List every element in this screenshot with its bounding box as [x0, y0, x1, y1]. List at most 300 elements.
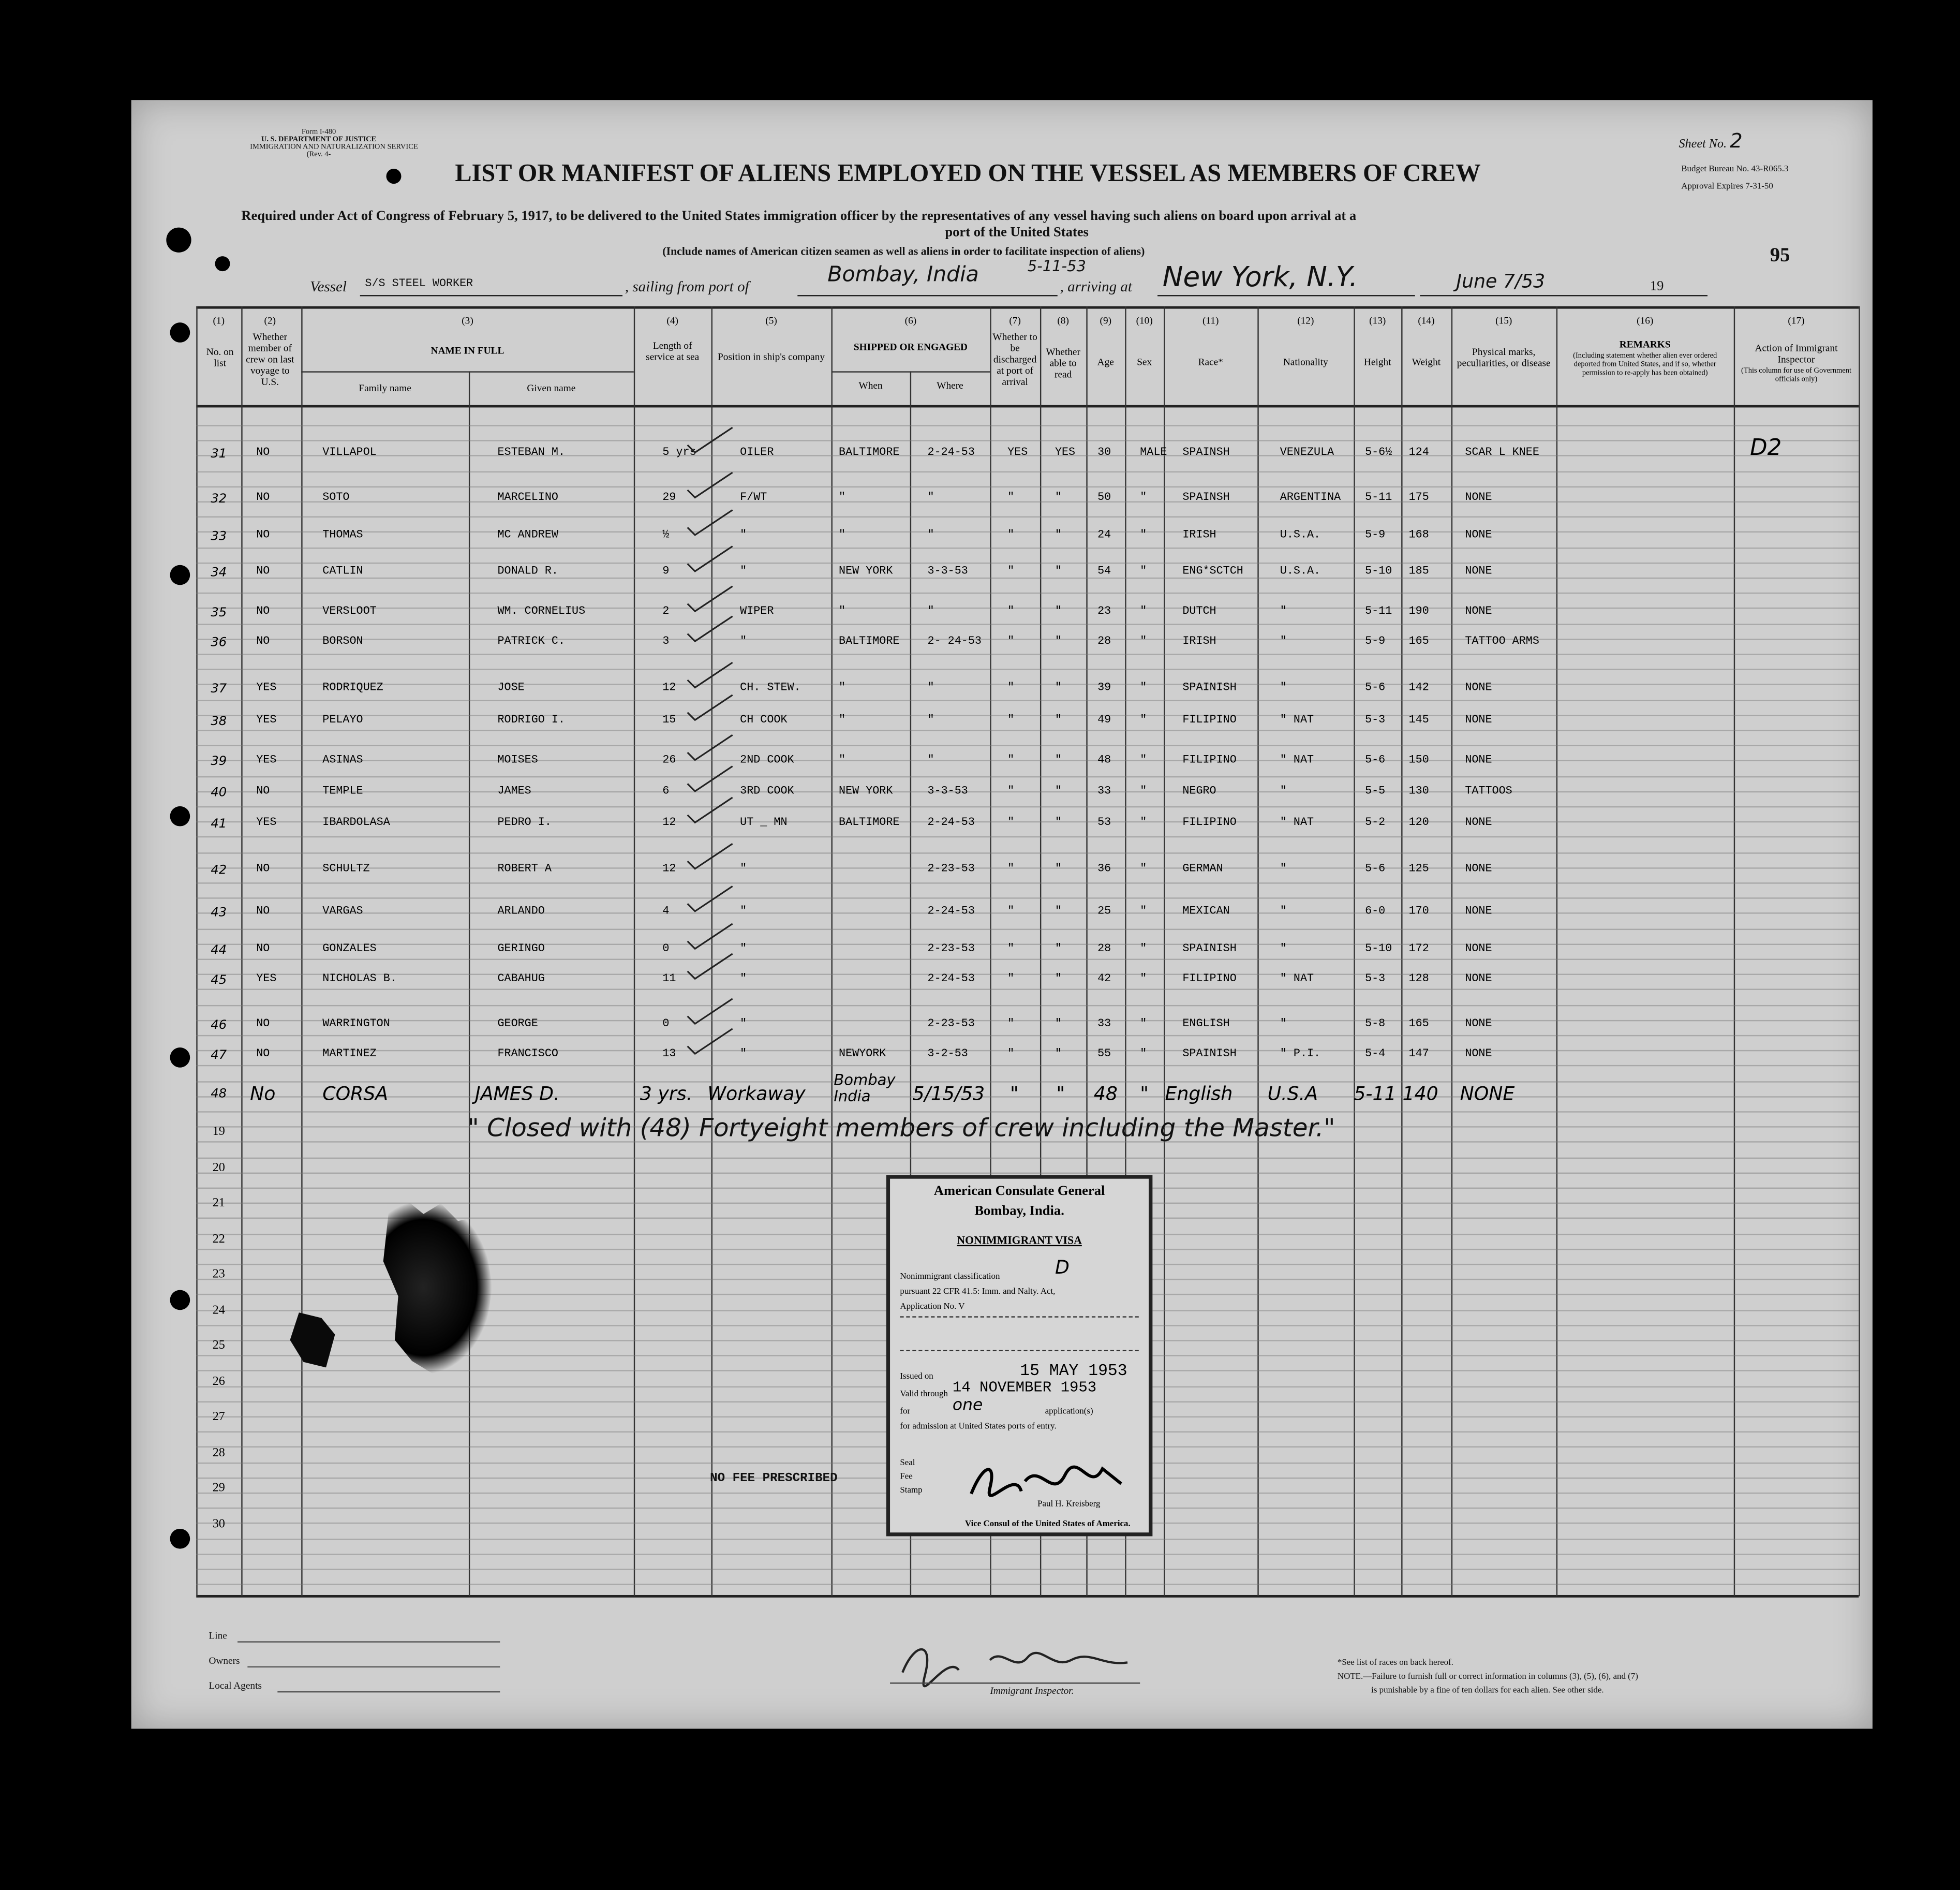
row-divider	[196, 1035, 1859, 1036]
cell-height: 5-6	[1365, 681, 1386, 694]
cell-given: JOSE	[497, 681, 525, 694]
cell-family: VILLAPOL	[322, 446, 377, 459]
cell-prev: NO	[256, 785, 270, 798]
cell-service: ½	[662, 528, 670, 541]
row-divider	[196, 563, 1859, 564]
cell-disch: YES	[1007, 446, 1028, 459]
cell-disch: "	[1007, 634, 1015, 648]
cell-family: PELAYO	[322, 714, 363, 727]
col-num: (6)	[904, 315, 917, 327]
row-number: 25	[212, 1338, 225, 1353]
col-num: (9)	[1100, 315, 1112, 327]
cell-date: "	[927, 714, 934, 727]
stamp-valid-date: 14 NOVEMBER 1953	[952, 1379, 1097, 1396]
row-divider	[196, 791, 1859, 792]
check-mark-icon	[685, 584, 735, 614]
cell-where-when: BALTIMORE	[839, 634, 900, 648]
cell-family: ASINAS	[322, 754, 363, 766]
cell-race: ENGLISH	[1182, 1017, 1230, 1030]
cell-sex: MALE	[1140, 446, 1167, 459]
cell-given: DONALD R.	[497, 565, 558, 578]
row-divider	[196, 760, 1859, 761]
cell-prev: YES	[256, 754, 277, 766]
stamp-consulate: American Consulate General	[933, 1184, 1105, 1199]
no-fee-prescribed: NO FEE PRESCRIBED	[710, 1472, 838, 1486]
check-mark-icon	[685, 614, 735, 644]
cell-age: 54	[1097, 565, 1111, 578]
cell-read: "	[1055, 1017, 1062, 1030]
cell-weight: 125	[1408, 862, 1429, 875]
check-mark-icon	[685, 996, 735, 1026]
cell-nat: " P.I.	[1280, 1047, 1321, 1060]
check-mark-icon	[685, 884, 735, 914]
footer-owners-label: Owners	[209, 1655, 240, 1666]
closing-note: " Closed with (48) Fortyeight members of crew including the Master."	[467, 1112, 1335, 1143]
check-mark-icon	[685, 795, 735, 825]
row-divider	[196, 776, 1859, 777]
cell-read: YES	[1055, 446, 1076, 459]
row-divider	[196, 974, 1859, 975]
check-mark-icon	[685, 692, 735, 722]
cell-date: 2- 24-53	[927, 634, 982, 648]
cell-sex: "	[1140, 862, 1147, 875]
page-title: LIST OR MANIFEST OF ALIENS EMPLOYED ON THE VESSEL AS MEMBERS OF CREW	[455, 160, 1481, 188]
cell-date: "	[927, 681, 934, 694]
cell-position: CH. STEW.	[740, 681, 801, 694]
cell-prev: YES	[256, 972, 277, 985]
cell-given: MARCELINO	[497, 491, 558, 504]
cell-read: "	[1055, 714, 1062, 727]
cell-age: 55	[1097, 1047, 1111, 1060]
cell-family: VERSLOOT	[322, 605, 377, 618]
sailing-port: Bombay, India	[827, 262, 979, 288]
cell-prev: NO	[256, 491, 270, 504]
cell-weight: 140	[1402, 1082, 1438, 1105]
row-number: 27	[212, 1410, 225, 1424]
check-mark-icon	[685, 425, 735, 455]
row-divider	[196, 821, 1859, 822]
cell-service: 3	[662, 634, 670, 648]
cell-position: "	[740, 565, 747, 578]
row-divider	[196, 1584, 1859, 1585]
cell-position: "	[740, 862, 747, 875]
row-divider	[196, 912, 1859, 913]
header-physical-marks: Physical marks, peculiarities, or disease	[1457, 346, 1551, 369]
visa-stamp	[886, 1175, 1153, 1536]
row-divider	[196, 1539, 1859, 1540]
header-position: Position in ship's company	[718, 351, 825, 363]
stamp-for-label: for	[900, 1406, 911, 1416]
header-weight: Weight	[1412, 356, 1441, 368]
cell-family: CATLIN	[322, 565, 363, 578]
cell-race: FILIPINO	[1182, 714, 1237, 727]
cell-age: 28	[1097, 942, 1111, 955]
row-divider	[196, 836, 1859, 837]
cell-service: 12	[662, 862, 676, 875]
cell-marks: NONE	[1465, 1017, 1492, 1030]
cell-marks: NONE	[1465, 565, 1492, 578]
cell-date: 3-3-53	[927, 785, 968, 798]
punch-hole	[170, 1290, 190, 1310]
check-mark-icon	[685, 764, 735, 794]
check-mark-icon	[685, 660, 735, 690]
stamp-signer: Paul H. Kreisberg	[1037, 1498, 1101, 1509]
row-divider	[196, 608, 1859, 609]
cell-read: "	[1055, 1047, 1062, 1060]
row-number: 48	[211, 1087, 227, 1101]
cell-service: 15	[662, 714, 676, 727]
cell-family: NICHOLAS B.	[322, 972, 397, 985]
cell-race: MEXICAN	[1182, 905, 1230, 918]
cell-age: 39	[1097, 681, 1111, 694]
row-number: 23	[212, 1267, 225, 1281]
cell-marks: SCAR L KNEE	[1465, 446, 1539, 459]
footer-agents-label: Local Agents	[209, 1680, 262, 1691]
sheet-number-label: Sheet No. 2	[1679, 128, 1743, 153]
punch-hole	[166, 228, 191, 253]
cell-disch: "	[1007, 754, 1015, 766]
cell-nat: "	[1280, 1017, 1287, 1030]
column-divider	[1164, 306, 1165, 1597]
cell-age: 25	[1097, 905, 1111, 918]
cell-read: "	[1055, 528, 1062, 541]
cell-prev: No	[250, 1082, 276, 1105]
cell-weight: 175	[1408, 491, 1429, 504]
subtitle-port: port of the United States	[945, 225, 1089, 240]
cell-sex: "	[1140, 905, 1147, 918]
cell-family: VARGAS	[322, 905, 363, 918]
cell-where-when: "	[839, 528, 846, 541]
cell-read: "	[1055, 754, 1062, 766]
cell-nat: U.S.A.	[1280, 528, 1321, 541]
cell-given: PEDRO I.	[497, 816, 552, 829]
sailing-date: 5-11-53	[1027, 257, 1086, 275]
cell-weight: 145	[1408, 714, 1429, 727]
cell-read: "	[1055, 785, 1062, 798]
row-divider	[196, 1050, 1859, 1051]
row-number: 21	[212, 1196, 225, 1210]
row-divider	[196, 897, 1859, 898]
cell-date: 5/15/53	[912, 1082, 985, 1105]
cell-given: MOISES	[497, 754, 538, 766]
row-divider	[196, 1096, 1859, 1097]
footer-note-fine: is punishable by a fine of ten dollars for each alien. See other side.	[1371, 1685, 1604, 1695]
row-divider	[196, 1554, 1859, 1555]
stamp-for-value: one	[952, 1396, 983, 1415]
cell-nat: ARGENTINA	[1280, 491, 1341, 504]
cell-date: "	[927, 528, 934, 541]
cell-disch: "	[1007, 785, 1015, 798]
vessel-label: Vessel	[310, 277, 347, 296]
cell-sex: "	[1140, 1082, 1149, 1105]
cell-date: 2-24-53	[927, 972, 975, 985]
cell-position: WIPER	[740, 605, 774, 618]
row-number: 19	[212, 1125, 225, 1139]
cell-marks: NONE	[1465, 528, 1492, 541]
row-number: 41	[211, 817, 227, 832]
stamp-visa-type: NONIMMIGRANT VISA	[957, 1233, 1082, 1247]
cell-where-when: NEW YORK	[839, 565, 893, 578]
form-number: Form I-480	[301, 128, 336, 137]
arriving-label: , arriving at	[1060, 277, 1132, 296]
cell-marks: TATTOOS	[1465, 785, 1512, 798]
row-divider	[196, 1569, 1859, 1570]
cell-age: 33	[1097, 785, 1111, 798]
cell-sex: "	[1140, 714, 1147, 727]
row-number: 45	[211, 973, 227, 988]
cell-service: 3 yrs.	[640, 1082, 693, 1105]
check-mark-icon	[685, 508, 735, 538]
subtitle-act: Required under Act of Congress of February 5, 1917, to be delivered to the United States immigration officer by the representatives of any vessel having such aliens on board upon arrival at a	[241, 209, 1357, 224]
row-number: 44	[211, 943, 227, 958]
cell-height: 5-11	[1354, 1082, 1397, 1105]
row-divider	[196, 730, 1859, 731]
cell-nat: " NAT	[1280, 754, 1314, 766]
row-number: 20	[212, 1160, 225, 1175]
row-number: 37	[211, 682, 227, 697]
cell-height: 6-0	[1365, 905, 1386, 918]
col-num: (7)	[1009, 315, 1021, 327]
col-num: (4)	[666, 315, 678, 327]
cell-height: 5-9	[1365, 528, 1386, 541]
col-num: (10)	[1136, 315, 1153, 327]
cell-nat: "	[1280, 862, 1287, 875]
cell-prev: NO	[256, 605, 270, 618]
cell-disch: "	[1007, 1047, 1015, 1060]
cell-sex: "	[1140, 565, 1147, 578]
row-number: 32	[211, 492, 227, 507]
punch-hole	[170, 565, 190, 585]
row-number: 36	[211, 636, 227, 650]
row-divider	[196, 944, 1859, 945]
header-remarks: REMARKS	[1619, 338, 1671, 350]
col-num: (8)	[1057, 315, 1069, 327]
cell-height: 5-6½	[1365, 446, 1392, 459]
row-divider	[196, 471, 1859, 472]
cell-age: 53	[1097, 816, 1111, 829]
cell-given: GEORGE	[497, 1017, 538, 1030]
cell-date: 2-24-53	[927, 816, 975, 829]
cell-where-when: "	[839, 714, 846, 727]
check-mark-icon	[685, 1026, 735, 1056]
cell-age: 48	[1093, 1082, 1118, 1105]
stamp-city: Bombay, India.	[974, 1203, 1064, 1219]
cell-race: SPAINSH	[1182, 446, 1230, 459]
cell-position: 3RD COOK	[740, 785, 794, 798]
row-divider	[196, 531, 1859, 533]
cell-read: "	[1055, 942, 1062, 955]
cell-nat: "	[1280, 681, 1287, 694]
cell-date: 2-23-53	[927, 862, 975, 875]
cell-nat: " NAT	[1280, 714, 1314, 727]
row-number: 33	[211, 530, 227, 544]
header-no-on-list: No. on list	[206, 346, 234, 369]
cell-where-when: "	[839, 754, 846, 766]
cell-disch: "	[1007, 491, 1015, 504]
cell-race: SPAINISH	[1182, 1047, 1237, 1060]
punch-hole	[170, 1047, 190, 1068]
cell-prev: NO	[256, 942, 270, 955]
cell-date: 2-24-53	[927, 905, 975, 918]
cell-height: 5-6	[1365, 754, 1386, 766]
cell-weight: 120	[1408, 816, 1429, 829]
vessel-name: S/S STEEL WORKER	[365, 277, 473, 290]
cell-position: "	[740, 528, 747, 541]
row-divider	[196, 654, 1859, 655]
cell-marks: NONE	[1465, 905, 1492, 918]
cell-family: SOTO	[322, 491, 350, 504]
cell-sex: "	[1140, 634, 1147, 648]
header-nationality: Nationality	[1283, 356, 1328, 368]
cell-disch: "	[1007, 862, 1015, 875]
cell-read: "	[1055, 565, 1062, 578]
cell-given: JAMES	[497, 785, 531, 798]
cell-age: 24	[1097, 528, 1111, 541]
stamp-pursuant: pursuant 22 CFR 41.5: Imm. and Nalty. Act,	[900, 1286, 1056, 1296]
row-divider	[196, 548, 1859, 549]
cell-position: "	[740, 1017, 747, 1030]
column-divider	[1734, 306, 1735, 1597]
revision: (Rev. 4-	[306, 151, 331, 159]
cell-weight: 165	[1408, 634, 1429, 648]
col-num: (17)	[1788, 315, 1805, 327]
cell-read: "	[1056, 1082, 1065, 1105]
col-num: (1)	[213, 315, 225, 327]
cell-age: 49	[1097, 714, 1111, 727]
cell-nat: " NAT	[1280, 972, 1314, 985]
row-divider	[196, 1081, 1859, 1082]
header-given-name: Given name	[527, 382, 576, 394]
row-divider	[196, 440, 1859, 441]
cell-service: 2	[662, 605, 670, 618]
row-number: 43	[211, 906, 227, 920]
header-age: Age	[1097, 356, 1114, 368]
header-shipped-engaged: SHIPPED OR ENGAGED	[853, 341, 968, 353]
stamp-classification-label: Nonimmigrant classification	[900, 1271, 1000, 1281]
cell-sex: "	[1140, 972, 1147, 985]
cell-marks: NONE	[1465, 942, 1492, 955]
cell-age: 42	[1097, 972, 1111, 985]
column-divider	[241, 306, 242, 1597]
cell-race: SPAINISH	[1182, 681, 1237, 694]
footer-note-races: *See list of races on back hereof.	[1337, 1657, 1453, 1668]
cell-race: FILIPINO	[1182, 754, 1237, 766]
cell-position: "	[740, 972, 747, 985]
punch-hole	[386, 169, 401, 184]
cell-race: SPAINSH	[1182, 491, 1230, 504]
service: IMMIGRATION AND NATURALIZATION SERVICE	[250, 143, 418, 152]
cell-weight: 124	[1408, 446, 1429, 459]
cell-marks: NONE	[1465, 681, 1492, 694]
check-mark-icon	[685, 921, 735, 951]
cell-given: GERINGO	[497, 942, 545, 955]
row-divider	[196, 593, 1859, 594]
cell-service: 12	[662, 681, 676, 694]
header-length-of-service: Length of service at sea	[646, 339, 700, 363]
header-sex: Sex	[1137, 356, 1152, 368]
stamp-valid-label: Valid through	[900, 1389, 948, 1399]
row-number: 22	[212, 1232, 225, 1246]
col-num: (11)	[1202, 315, 1219, 327]
header-height: Height	[1363, 356, 1391, 368]
row-number: 29	[212, 1481, 225, 1495]
cell-read: "	[1055, 681, 1062, 694]
cell-family: SCHULTZ	[322, 862, 370, 875]
cell-sex: "	[1140, 1047, 1147, 1060]
cell-sex: "	[1140, 942, 1147, 955]
cell-prev: NO	[256, 862, 270, 875]
cell-prev: NO	[256, 1047, 270, 1060]
column-divider	[301, 306, 302, 1597]
cell-family: CORSA	[322, 1082, 389, 1105]
cell-where-when: "	[839, 605, 846, 618]
cell-weight: 165	[1408, 1017, 1429, 1030]
cell-age: 48	[1097, 754, 1111, 766]
arrival-date: June 7/53	[1456, 270, 1546, 293]
cell-family: GONZALES	[322, 942, 377, 955]
cell-race: IRISH	[1182, 634, 1216, 648]
row-number: 35	[211, 606, 227, 621]
row-divider	[196, 806, 1859, 807]
cell-nat: " NAT	[1280, 816, 1314, 829]
cell-weight: 147	[1408, 1047, 1429, 1060]
cell-height: 5-6	[1365, 862, 1386, 875]
punch-hole	[170, 322, 190, 343]
row-divider	[196, 882, 1859, 883]
row-divider	[196, 1020, 1859, 1021]
cell-where-when: BALTIMORE	[839, 446, 900, 459]
cell-given: RODRIGO I.	[497, 714, 565, 727]
inspector-label: Immigrant Inspector.	[990, 1685, 1074, 1696]
row-divider	[196, 745, 1859, 746]
cell-given: ROBERT A	[497, 862, 552, 875]
cell-given: ESTEBAN M.	[497, 446, 565, 459]
row-divider	[196, 425, 1859, 426]
cell-weight: 172	[1408, 942, 1429, 955]
cell-where-when: NEWYORK	[839, 1047, 886, 1060]
row-divider	[196, 684, 1859, 685]
stamp-classification: D	[1055, 1256, 1070, 1279]
row-divider	[196, 1158, 1859, 1159]
cell-sex: "	[1140, 681, 1147, 694]
cell-age: 50	[1097, 491, 1111, 504]
cell-given: FRANCISCO	[497, 1047, 558, 1060]
cell-height: 5-11	[1365, 605, 1392, 618]
cell-disch: "	[1007, 1017, 1015, 1030]
column-divider	[1556, 306, 1557, 1597]
row-number: 30	[212, 1517, 225, 1531]
header-able-to-read: Whether able to read	[1046, 346, 1080, 380]
cell-family: BORSON	[322, 634, 363, 648]
cell-weight: 170	[1408, 905, 1429, 918]
cell-prev: NO	[256, 565, 270, 578]
cell-marks: NONE	[1465, 972, 1492, 985]
cell-marks: NONE	[1465, 605, 1492, 618]
footer-line-label: Line	[209, 1630, 227, 1642]
cell-read: "	[1055, 972, 1062, 985]
cell-height: 5-10	[1365, 942, 1392, 955]
cell-family: THOMAS	[322, 528, 363, 541]
cell-position: UT _ MN	[740, 816, 788, 829]
cell-where-when: "	[839, 491, 846, 504]
col-num: (13)	[1369, 315, 1386, 327]
cell-family: RODRIQUEZ	[322, 681, 383, 694]
row-number: 31	[211, 447, 227, 462]
cell-marks: NONE	[1465, 714, 1492, 727]
cell-age: 23	[1097, 605, 1111, 618]
cell-height: 5-2	[1365, 816, 1386, 829]
cell-where-when: BALTIMORE	[839, 816, 900, 829]
